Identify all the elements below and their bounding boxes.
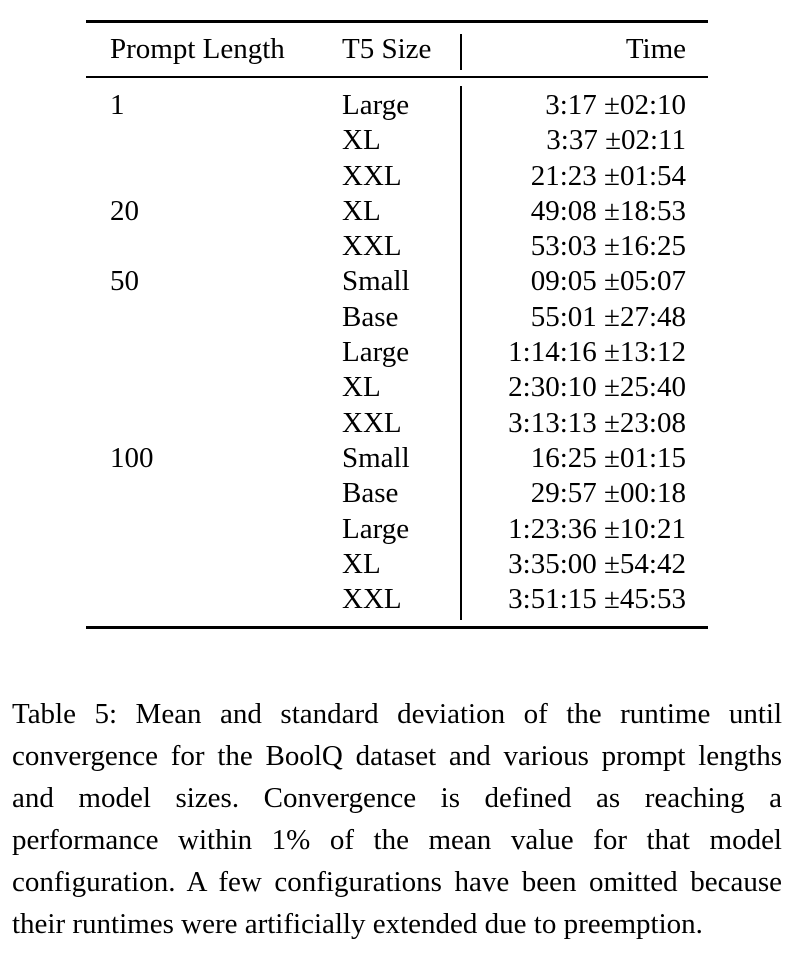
cell-time: 3:51:15 ±45:53	[508, 583, 686, 616]
cell-t5-size: Large	[342, 512, 410, 545]
table-row	[86, 370, 708, 405]
table-row	[86, 88, 708, 123]
cell-time: 1:14:16 ±13:12	[508, 336, 686, 369]
header-prompt-length: Prompt Length	[110, 33, 285, 65]
cell-time: 29:57 ±00:18	[530, 477, 686, 510]
cell-time: 55:01 ±27:48	[530, 300, 686, 333]
table-body	[86, 88, 708, 617]
header-column-separator	[460, 34, 462, 70]
header-t5-size: T5 Size	[342, 33, 432, 65]
table-row	[86, 159, 708, 194]
cell-t5-size: XXL	[342, 406, 402, 439]
cell-t5-size: XXL	[342, 159, 402, 192]
cell-prompt-length: 20	[110, 194, 139, 227]
table-row	[86, 264, 708, 299]
cell-t5-size: XL	[342, 371, 381, 404]
cell-time: 3:13:13 ±23:08	[508, 406, 686, 439]
cell-prompt-length: 1	[110, 89, 125, 121]
table-row	[86, 300, 708, 335]
cell-t5-size: Small	[342, 265, 410, 298]
cell-prompt-length: 50	[110, 265, 139, 298]
table-row	[86, 123, 708, 158]
table-bottom-rule	[86, 626, 708, 629]
cell-time: 53:03 ±16:25	[530, 230, 686, 263]
cell-time: 49:08 ±18:53	[530, 194, 686, 227]
cell-time: 1:23:36 ±10:21	[508, 512, 686, 545]
cell-t5-size: Large	[342, 336, 410, 369]
cell-time: 3:35:00 ±54:42	[508, 547, 686, 580]
table-caption: Table 5: Mean and standard deviation of the runtime until convergence for the BoolQ dataset and various prompt lengths and model sizes. Convergence is defined as reaching a performance within 1% of the mean value for that model configuration. A few configurations have been omitted because their runtimes were artificially extended due to preemption.	[12, 698, 782, 940]
cell-time: 3:37 ±02:11	[546, 124, 686, 157]
cell-t5-size: Large	[342, 89, 410, 121]
cell-time: 09:05 ±05:07	[530, 265, 686, 298]
table-header-rule	[86, 76, 708, 78]
cell-t5-size: XXL	[342, 230, 402, 263]
cell-time: 3:17 ±02:10	[545, 89, 686, 121]
table-row	[86, 229, 708, 264]
header-time: Time	[625, 33, 686, 65]
cell-time: 21:23 ±01:54	[530, 159, 686, 192]
cell-time: 2:30:10 ±25:40	[508, 371, 686, 404]
table-row	[86, 406, 708, 441]
cell-t5-size: XL	[342, 194, 381, 227]
table-row	[86, 547, 708, 582]
cell-time: 16:25 ±01:15	[530, 441, 686, 474]
table-row	[86, 194, 708, 229]
table-row	[86, 582, 708, 617]
table-row	[86, 476, 708, 511]
cell-t5-size: Base	[342, 300, 399, 333]
table-top-rule	[86, 20, 708, 23]
table-row	[86, 335, 708, 370]
cell-prompt-length: 100	[110, 441, 154, 474]
table-row	[86, 512, 708, 547]
cell-t5-size: Small	[342, 441, 410, 474]
table-row	[86, 441, 708, 476]
cell-t5-size: XL	[342, 124, 381, 157]
cell-t5-size: XXL	[342, 583, 402, 616]
cell-t5-size: Base	[342, 477, 399, 510]
cell-t5-size: XL	[342, 547, 381, 580]
